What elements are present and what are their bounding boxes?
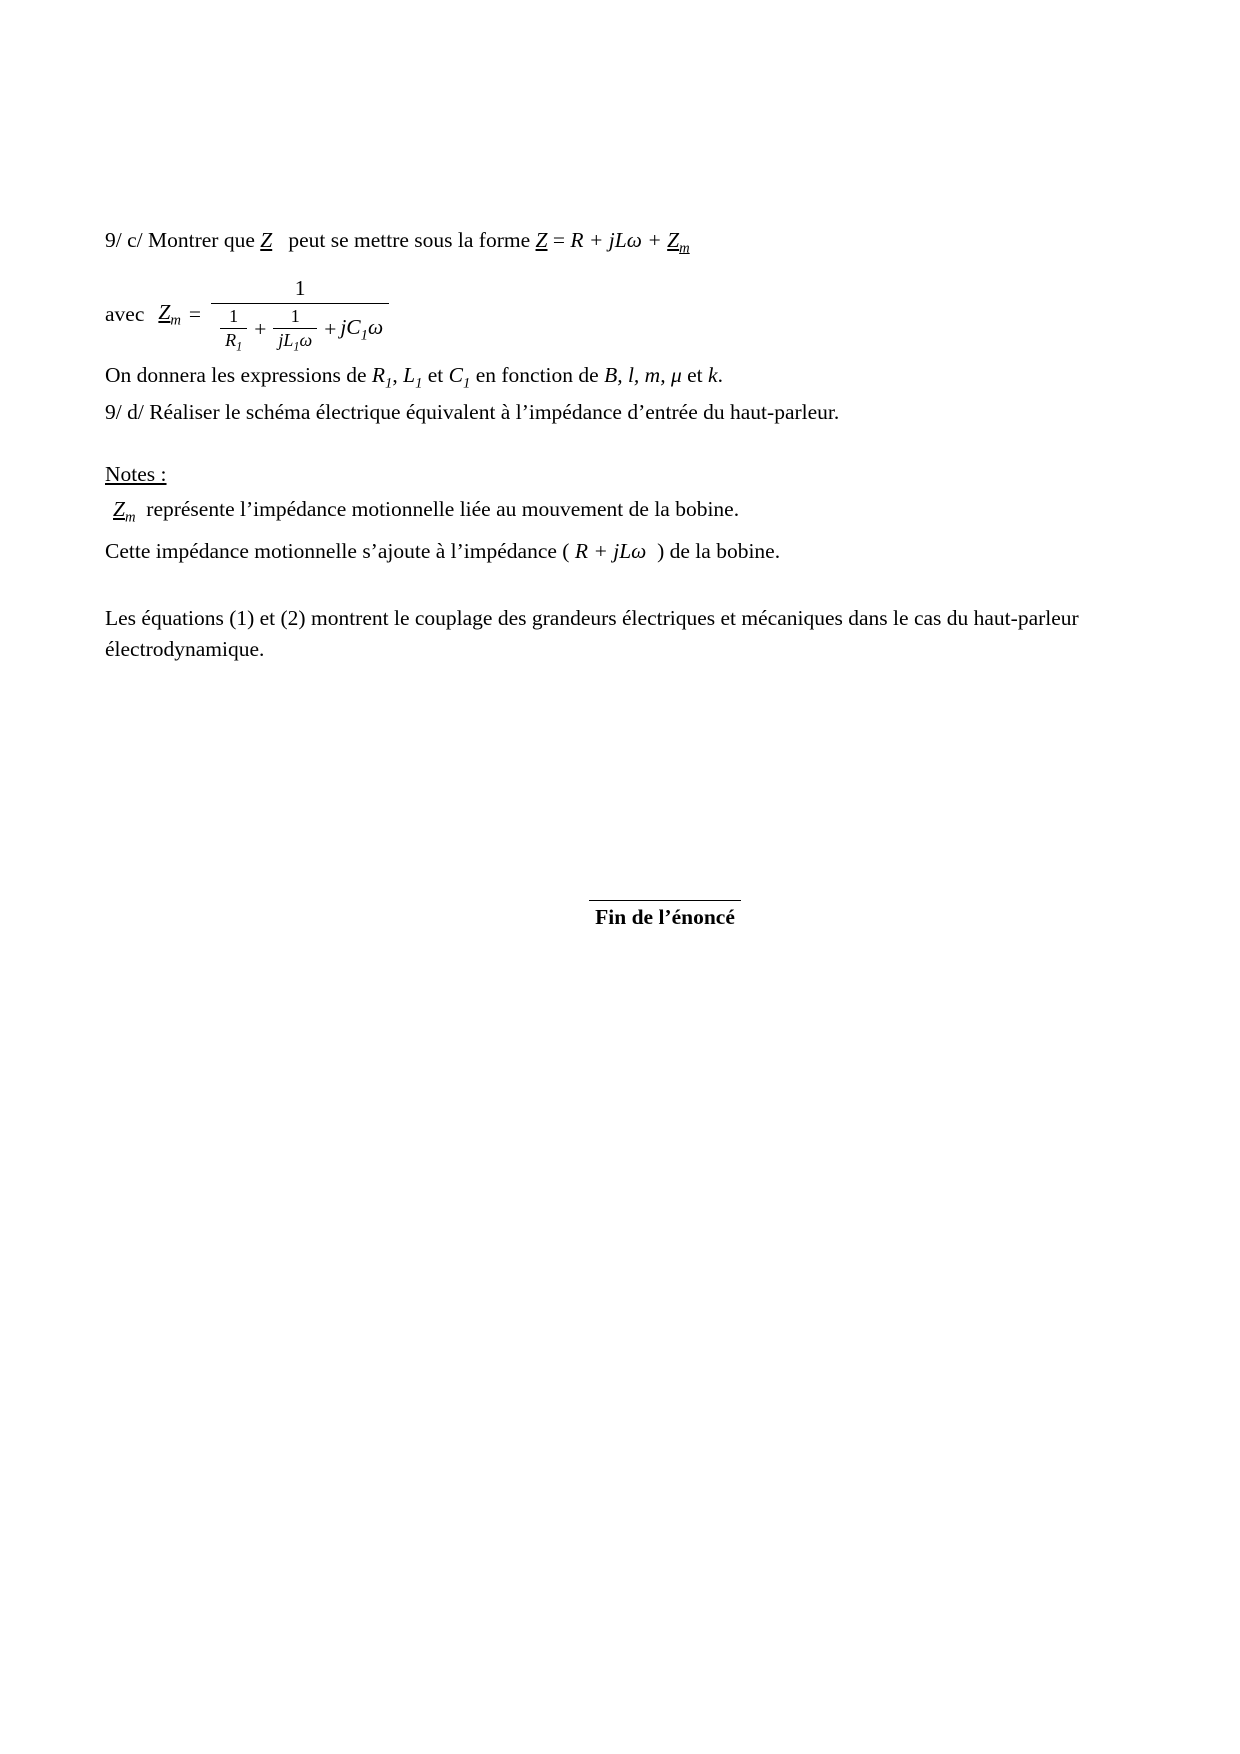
expr-et1: et bbox=[427, 363, 444, 388]
den-term1-den: $R_1$ bbox=[220, 328, 247, 355]
expr-part2: en fonction de bbox=[475, 363, 599, 388]
q9c-formula-zm: Z bbox=[667, 228, 680, 252]
note-line-2-part2: ) de la bobine. bbox=[657, 539, 781, 563]
denominator-term-1 bbox=[220, 306, 247, 355]
den-term1-num: 1 bbox=[229, 305, 239, 326]
denominator-term-3: $jC_1\omega$ bbox=[340, 315, 384, 344]
expr-vars: B, l, m, μ bbox=[604, 363, 682, 388]
end-of-statement-block bbox=[585, 900, 745, 930]
zm-numerator: 1 bbox=[294, 275, 306, 300]
q9c-formula-rhs: R + jLω + bbox=[570, 228, 662, 252]
zm-fraction bbox=[211, 276, 389, 355]
note-line-2 bbox=[105, 535, 1115, 567]
question-9d: 9/ d/ Réaliser le schéma électrique équivalent à l’impédance d’entrée du haut-parleur. bbox=[105, 399, 840, 424]
q9c-symbol-z: Z bbox=[260, 228, 273, 252]
expr-l1: $L_1$ bbox=[403, 363, 423, 392]
q9c-prefix: 9/ c/ Montrer que bbox=[105, 228, 255, 252]
final-paragraph: Les équations (1) et (2) montrent le couplage des grandeurs électriques et mécaniques dans le cas du haut-parleur électrodynamique. bbox=[105, 606, 1079, 662]
expr-r1: $R_1$ bbox=[371, 363, 393, 392]
denominator-term-2 bbox=[273, 306, 317, 355]
q9c-middle: peut se mettre sous la forme bbox=[288, 228, 531, 252]
document-body bbox=[105, 225, 1115, 929]
q9c-formula-lhs: Z bbox=[535, 228, 548, 252]
note-line-2-formula: R + jLω bbox=[574, 539, 647, 563]
den-term2-den: $jL_1\omega$ bbox=[273, 328, 317, 355]
note-zm: $Z_m$ bbox=[113, 496, 136, 526]
notes-title: Notes : bbox=[105, 461, 167, 486]
notes-title-wrap bbox=[105, 462, 1115, 487]
formula-zm-definition bbox=[105, 276, 1115, 355]
q9c-formula-zm-sub: m bbox=[679, 240, 690, 257]
line-expressions bbox=[105, 360, 1115, 395]
avec-label: avec bbox=[105, 302, 145, 327]
note-line-1-text: représente l’impédance motionnelle liée au mouvement de la bobine. bbox=[146, 496, 740, 521]
q9c-equals: = bbox=[552, 228, 566, 252]
expr-period: . bbox=[717, 363, 723, 388]
expr-comma1: , bbox=[392, 363, 398, 388]
zm-label: $Z_m$ bbox=[158, 300, 181, 329]
den-plus-2: + bbox=[324, 317, 337, 342]
expr-c1: $C_1$ bbox=[448, 363, 471, 392]
expr-part1: On donnera les expressions de bbox=[105, 363, 367, 388]
expr-et2: et bbox=[687, 363, 703, 388]
den-plus-1: + bbox=[254, 317, 267, 342]
zm-denominator bbox=[211, 303, 389, 355]
note-line-1 bbox=[105, 493, 1115, 529]
end-marker: Fin de l’énoncé bbox=[595, 905, 735, 929]
zm-equals: = bbox=[188, 302, 202, 327]
end-rule bbox=[589, 900, 741, 901]
question-9c bbox=[105, 225, 1115, 260]
den-term2-num: 1 bbox=[290, 305, 300, 326]
note-line-2-part1: Cette impédance motionnelle s’ajoute à l’impédance ( bbox=[105, 539, 570, 563]
expr-k: k bbox=[708, 363, 718, 388]
